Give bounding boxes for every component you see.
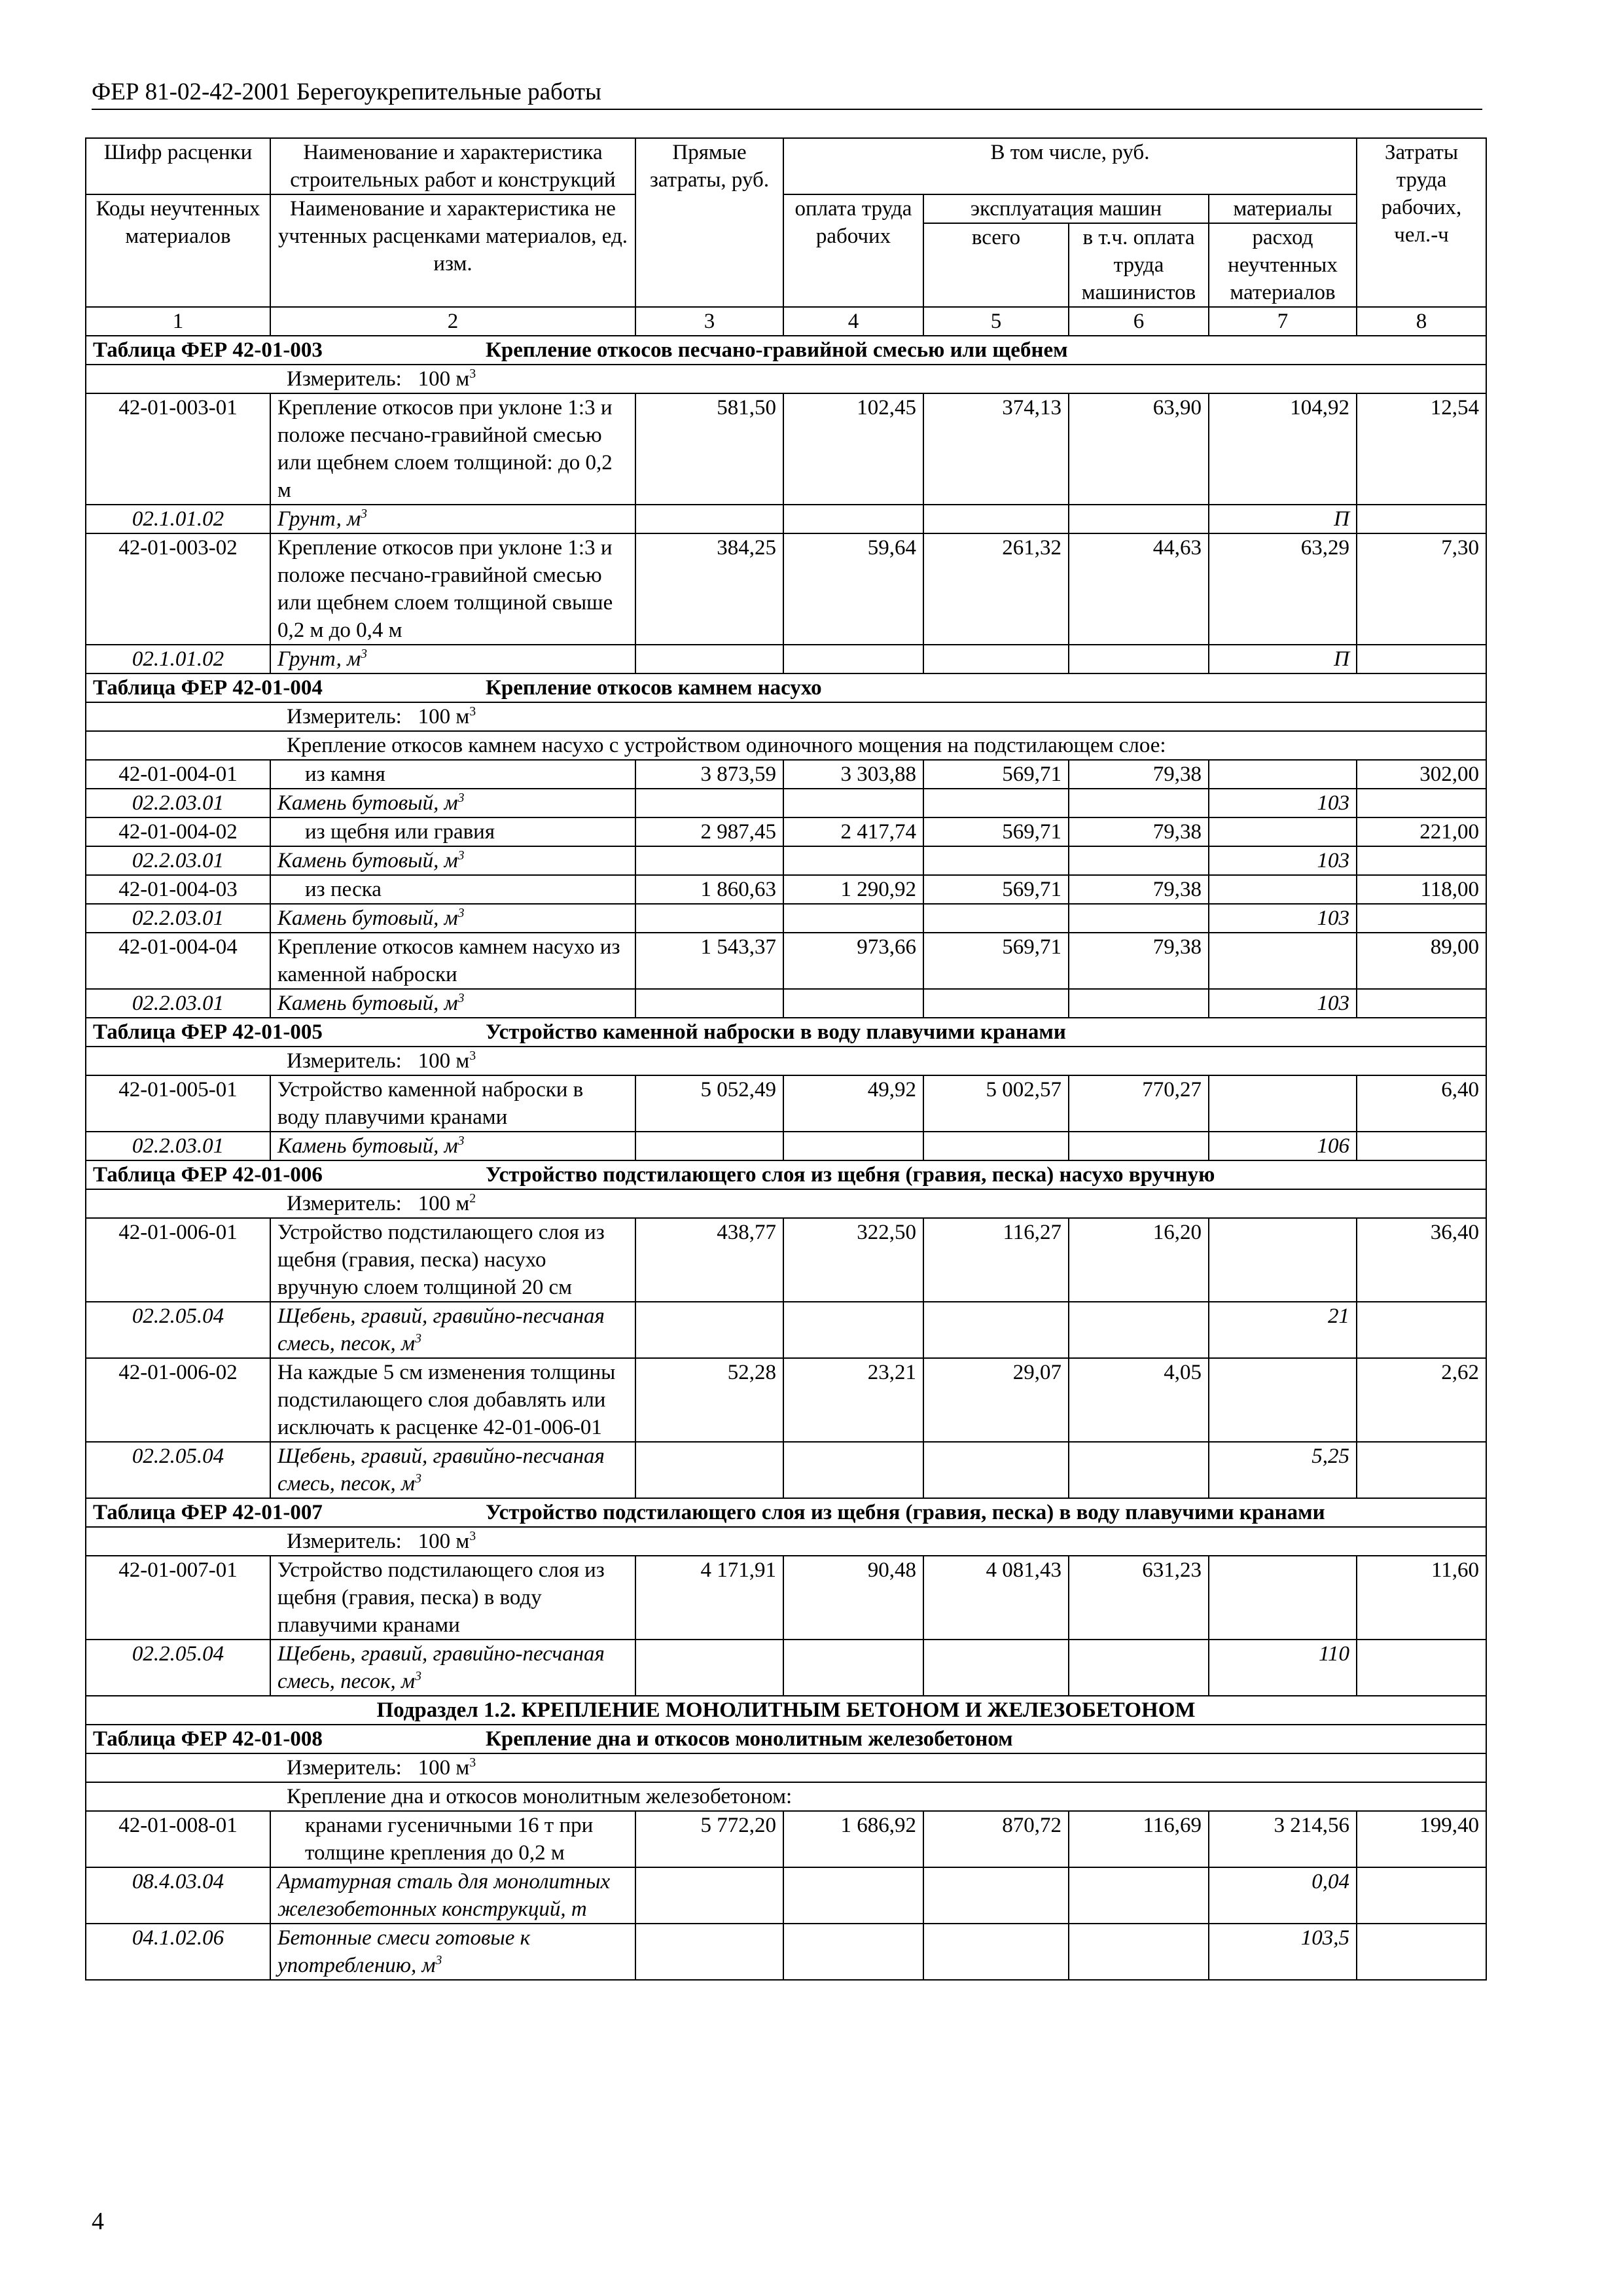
machines-total: 569,71 <box>923 760 1069 789</box>
col-number: 3 <box>635 307 783 336</box>
rate-code: 42-01-003-02 <box>86 533 270 645</box>
material-code: 04.1.02.06 <box>86 1924 270 1980</box>
machines-total: 4 081,43 <box>923 1556 1069 1640</box>
material-usage: 103 <box>1209 989 1357 1018</box>
col-number: 8 <box>1357 307 1486 336</box>
col-machines-total-header: всего <box>923 223 1069 307</box>
machines-total: 261,32 <box>923 533 1069 645</box>
materials: 104,92 <box>1209 393 1357 505</box>
materials <box>1209 1218 1357 1302</box>
material-code: 02.2.03.01 <box>86 904 270 933</box>
group-row: Крепление дна и откосов монолитным железобетоном: <box>86 1782 1486 1811</box>
col-wages-header: оплата труда рабочих <box>783 194 923 307</box>
labor: 2,62 <box>1357 1358 1486 1442</box>
table-row <box>86 1218 1486 1302</box>
machinist-wages: 79,38 <box>1069 875 1209 904</box>
material-row <box>86 1924 1486 1980</box>
wages: 2 417,74 <box>783 817 923 846</box>
table-row <box>86 760 1486 789</box>
table-row <box>86 817 1486 846</box>
col-name-header: Наименование и характеристика строительных работ и конструкций <box>270 138 635 194</box>
material-name: Щебень, гравий, гравийно-песчаная смесь, песок, $м^3$ <box>270 1640 635 1696</box>
direct-cost: 1 543,37 <box>635 933 783 989</box>
material-row <box>86 1442 1486 1498</box>
material-usage: 0,04 <box>1209 1867 1357 1924</box>
materials <box>1209 760 1357 789</box>
table-title: Таблица ФЕР 42-01-007 Устройство подстилающего слоя из щебня (гравия, песка) в воду плавучими кранами <box>86 1498 1486 1527</box>
table-title: Таблица ФЕР 42-01-004 Крепление откосов камнем насухо <box>86 673 1486 702</box>
table-row <box>86 1358 1486 1442</box>
material-row <box>86 989 1486 1018</box>
rate-code: 42-01-007-01 <box>86 1556 270 1640</box>
rate-code: 42-01-006-01 <box>86 1218 270 1302</box>
rate-name: из песка <box>270 875 635 904</box>
machinist-wages: 631,23 <box>1069 1556 1209 1640</box>
table-title: Таблица ФЕР 42-01-008 Крепление дна и откосов монолитным железобетоном <box>86 1725 1486 1753</box>
table-row <box>86 933 1486 989</box>
meter-row: Измеритель: 100 $м^3$ <box>86 1753 1486 1782</box>
material-code: 08.4.03.04 <box>86 1867 270 1924</box>
direct-cost: 3 873,59 <box>635 760 783 789</box>
col-direct-header: Прямые затраты, руб. <box>635 138 783 307</box>
table-row <box>86 393 1486 505</box>
material-row <box>86 645 1486 673</box>
material-usage: 103 <box>1209 789 1357 817</box>
materials <box>1209 875 1357 904</box>
machinist-wages: 4,05 <box>1069 1358 1209 1442</box>
rate-code: 42-01-004-03 <box>86 875 270 904</box>
table-row <box>86 875 1486 904</box>
col-number: 4 <box>783 307 923 336</box>
machinist-wages: 79,38 <box>1069 817 1209 846</box>
machines-total: 569,71 <box>923 817 1069 846</box>
meter-row: Измеритель: 100 $м^3$ <box>86 702 1486 731</box>
wages: 59,64 <box>783 533 923 645</box>
material-name: Камень бутовый, $м^3$ <box>270 1132 635 1160</box>
machines-total: 870,72 <box>923 1811 1069 1867</box>
material-row <box>86 505 1486 533</box>
material-usage: 103,5 <box>1209 1924 1357 1980</box>
table-row <box>86 533 1486 645</box>
col-labor-header: Затраты труда рабочих, чел.-ч <box>1357 138 1486 307</box>
col-machinist-header: в т.ч. оплата труда машинистов <box>1069 223 1209 307</box>
materials: 3 214,56 <box>1209 1811 1357 1867</box>
rate-code: 42-01-004-01 <box>86 760 270 789</box>
material-code: 02.1.01.02 <box>86 505 270 533</box>
materials <box>1209 1075 1357 1132</box>
material-usage: П <box>1209 505 1357 533</box>
table-row <box>86 1811 1486 1867</box>
labor: 199,40 <box>1357 1811 1486 1867</box>
material-row <box>86 1132 1486 1160</box>
rate-code: 42-01-004-02 <box>86 817 270 846</box>
labor: 12,54 <box>1357 393 1486 505</box>
material-row <box>86 1302 1486 1358</box>
col-materials-usage-header: расход неучтенных материалов <box>1209 223 1357 307</box>
group-row: Крепление откосов камнем насухо с устройством одиночного мощения на подстилающем слое: <box>86 731 1486 760</box>
materials <box>1209 1556 1357 1640</box>
material-row <box>86 904 1486 933</box>
material-row <box>86 846 1486 875</box>
machines-total: 5 002,57 <box>923 1075 1069 1132</box>
col-unaccounted-codes-header: Коды неучтенных материалов <box>86 194 270 307</box>
direct-cost: 1 860,63 <box>635 875 783 904</box>
wages: 322,50 <box>783 1218 923 1302</box>
machines-total: 569,71 <box>923 933 1069 989</box>
material-name: Камень бутовый, $м^3$ <box>270 989 635 1018</box>
rate-code: 42-01-006-02 <box>86 1358 270 1442</box>
labor: 6,40 <box>1357 1075 1486 1132</box>
direct-cost: 384,25 <box>635 533 783 645</box>
rate-name: Устройство подстилающего слоя из щебня (гравия, песка) насухо вручную слоем толщиной 20 см <box>270 1218 635 1302</box>
rate-name: Устройство подстилающего слоя из щебня (гравия, песка) в воду плавучими кранами <box>270 1556 635 1640</box>
wages: 23,21 <box>783 1358 923 1442</box>
rate-name: Устройство каменной наброски в воду плавучими кранами <box>270 1075 635 1132</box>
material-code: 02.2.05.04 <box>86 1640 270 1696</box>
material-usage: 110 <box>1209 1640 1357 1696</box>
col-number: 1 <box>86 307 270 336</box>
material-code: 02.2.05.04 <box>86 1442 270 1498</box>
material-name: Камень бутовый, $м^3$ <box>270 904 635 933</box>
machinist-wages: 79,38 <box>1069 760 1209 789</box>
direct-cost: 52,28 <box>635 1358 783 1442</box>
material-name: Грунт, $м^3$ <box>270 505 635 533</box>
wages: 1 290,92 <box>783 875 923 904</box>
material-usage: 103 <box>1209 904 1357 933</box>
labor: 118,00 <box>1357 875 1486 904</box>
meter-row: Измеритель: 100 $м^2$ <box>86 1189 1486 1218</box>
material-usage: П <box>1209 645 1357 673</box>
page-number: 4 <box>92 2208 104 2235</box>
wages: 1 686,92 <box>783 1811 923 1867</box>
wages: 102,45 <box>783 393 923 505</box>
rate-code: 42-01-008-01 <box>86 1811 270 1867</box>
direct-cost: 5 052,49 <box>635 1075 783 1132</box>
material-usage: 103 <box>1209 846 1357 875</box>
labor: 7,30 <box>1357 533 1486 645</box>
material-usage: 106 <box>1209 1132 1357 1160</box>
material-usage: 5,25 <box>1209 1442 1357 1498</box>
table-row <box>86 1075 1486 1132</box>
rate-name: кранами гусеничными 16 т при толщине крепления до 0,2 м <box>270 1811 635 1867</box>
subsection-title: Подраздел 1.2. КРЕПЛЕНИЕ МОНОЛИТНЫМ БЕТОНОМ И ЖЕЛЕЗОБЕТОНОМ <box>86 1696 1486 1725</box>
material-name: Арматурная сталь для монолитных железобетонных конструкций, т <box>270 1867 635 1924</box>
rate-name: Крепление откосов камнем насухо из каменной наброски <box>270 933 635 989</box>
meter-row: Измеритель: 100 $м^3$ <box>86 365 1486 393</box>
rate-code: 42-01-003-01 <box>86 393 270 505</box>
machinist-wages: 79,38 <box>1069 933 1209 989</box>
col-number: 6 <box>1069 307 1209 336</box>
machinist-wages: 16,20 <box>1069 1218 1209 1302</box>
rate-name: Крепление откосов при уклоне 1:3 и положе песчано-гравийной смесью или щебнем слоем толщиной: до 0,2 м <box>270 393 635 505</box>
labor: 36,40 <box>1357 1218 1486 1302</box>
col-machines-header: эксплуатация машин <box>923 194 1209 223</box>
meter-row: Измеритель: 100 $м^3$ <box>86 1047 1486 1075</box>
material-name: Щебень, гравий, гравийно-песчаная смесь, песок, $м^3$ <box>270 1302 635 1358</box>
machinist-wages: 44,63 <box>1069 533 1209 645</box>
col-materials-header: материалы <box>1209 194 1357 223</box>
machinist-wages: 770,27 <box>1069 1075 1209 1132</box>
machines-total: 374,13 <box>923 393 1069 505</box>
meter-row: Измеритель: 100 $м^3$ <box>86 1527 1486 1556</box>
price-table <box>85 137 1487 1981</box>
rate-name: Крепление откосов при уклоне 1:3 и положе песчано-гравийной смесью или щебнем слоем толщиной свыше 0,2 м до 0,4 м <box>270 533 635 645</box>
material-row <box>86 789 1486 817</box>
direct-cost: 438,77 <box>635 1218 783 1302</box>
wages: 973,66 <box>783 933 923 989</box>
rate-code: 42-01-005-01 <box>86 1075 270 1132</box>
table-title: Таблица ФЕР 42-01-005 Устройство каменной наброски в воду плавучими кранами <box>86 1018 1486 1047</box>
material-name: Грунт, $м^3$ <box>270 645 635 673</box>
materials <box>1209 817 1357 846</box>
material-name: Щебень, гравий, гравийно-песчаная смесь, песок, $м^3$ <box>270 1442 635 1498</box>
col-unaccounted-names-header: Наименование и характеристика не учтенных расценками материалов, ед. изм. <box>270 194 635 307</box>
material-code: 02.2.03.01 <box>86 846 270 875</box>
material-usage: 21 <box>1209 1302 1357 1358</box>
page-header: ФЕР 81-02-42-2001 Берегоукрепительные работы <box>92 77 1482 110</box>
material-code: 02.2.03.01 <box>86 989 270 1018</box>
material-name: Бетонные смеси готовые к употреблению, $м^3$ <box>270 1924 635 1980</box>
machinist-wages: 116,69 <box>1069 1811 1209 1867</box>
materials <box>1209 1358 1357 1442</box>
rate-name: из щебня или гравия <box>270 817 635 846</box>
table-row <box>86 1556 1486 1640</box>
direct-cost: 2 987,45 <box>635 817 783 846</box>
rate-code: 42-01-004-04 <box>86 933 270 989</box>
direct-cost: 581,50 <box>635 393 783 505</box>
wages: 3 303,88 <box>783 760 923 789</box>
wages: 90,48 <box>783 1556 923 1640</box>
col-number: 2 <box>270 307 635 336</box>
material-row <box>86 1640 1486 1696</box>
wages: 49,92 <box>783 1075 923 1132</box>
material-code: 02.2.03.01 <box>86 789 270 817</box>
material-row <box>86 1867 1486 1924</box>
col-code-header: Шифр расценки <box>86 138 270 194</box>
machines-total: 569,71 <box>923 875 1069 904</box>
col-including-header: В том числе, руб. <box>783 138 1357 194</box>
direct-cost: 4 171,91 <box>635 1556 783 1640</box>
labor: 221,00 <box>1357 817 1486 846</box>
rate-name: из камня <box>270 760 635 789</box>
material-code: 02.2.05.04 <box>86 1302 270 1358</box>
table-title: Таблица ФЕР 42-01-006 Устройство подстилающего слоя из щебня (гравия, песка) насухо вручную <box>86 1160 1486 1189</box>
labor: 11,60 <box>1357 1556 1486 1640</box>
machines-total: 116,27 <box>923 1218 1069 1302</box>
material-name: Камень бутовый, $м^3$ <box>270 789 635 817</box>
materials <box>1209 933 1357 989</box>
material-code: 02.2.03.01 <box>86 1132 270 1160</box>
materials: 63,29 <box>1209 533 1357 645</box>
machinist-wages: 63,90 <box>1069 393 1209 505</box>
col-number: 5 <box>923 307 1069 336</box>
table-title: Таблица ФЕР 42-01-003 Крепление откосов песчано-гравийной смесью или щебнем <box>86 336 1486 365</box>
labor: 302,00 <box>1357 760 1486 789</box>
machines-total: 29,07 <box>923 1358 1069 1442</box>
rate-name: На каждые 5 см изменения толщины подстилающего слоя добавлять или исключать к расценке 42-01-006-01 <box>270 1358 635 1442</box>
col-number: 7 <box>1209 307 1357 336</box>
material-code: 02.1.01.02 <box>86 645 270 673</box>
labor: 89,00 <box>1357 933 1486 989</box>
material-name: Камень бутовый, $м^3$ <box>270 846 635 875</box>
direct-cost: 5 772,20 <box>635 1811 783 1867</box>
